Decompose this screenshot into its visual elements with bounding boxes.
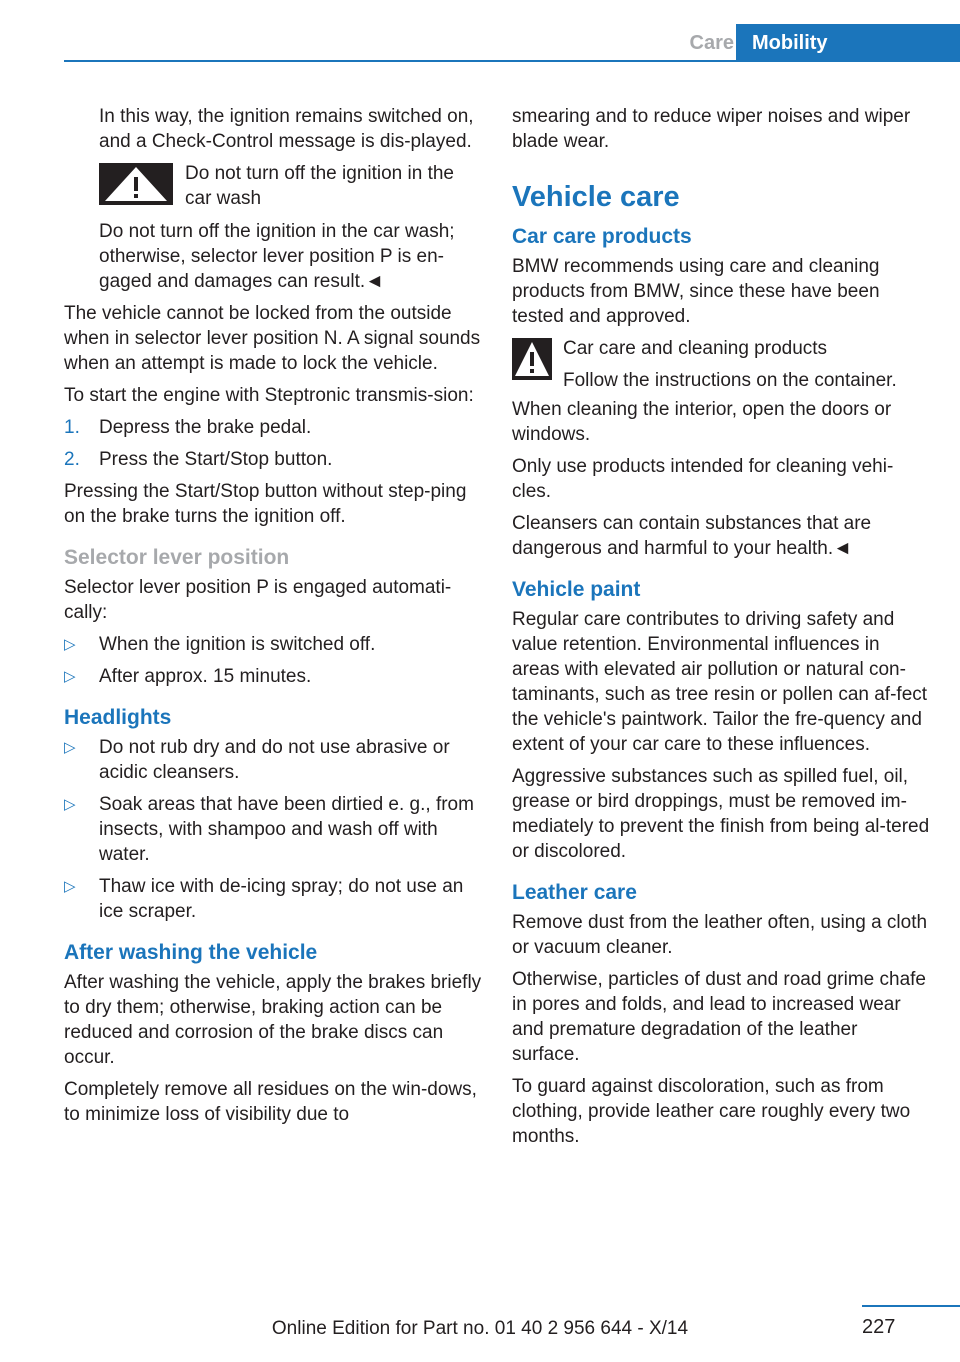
header-chapter-mobility: Mobility bbox=[736, 24, 960, 62]
warning-box bbox=[512, 336, 930, 393]
page-number: 227 bbox=[862, 1316, 896, 1338]
heading-car-care-products: Car care products bbox=[512, 225, 692, 248]
paragraph: After washing the vehicle, apply the brakes briefly to dry them; otherwise, braking action can be reduced and corrosion of the brake discs can occur. bbox=[64, 972, 482, 1068]
step-number: 2. bbox=[64, 449, 80, 470]
step-number: 1. bbox=[64, 417, 80, 438]
paragraph: Remove dust from the leather often, using a cloth or vacuum cleaner. bbox=[512, 912, 928, 958]
paragraph: Aggressive substances such as spilled fuel, oil, grease or bird droppings, must be removed im-mediately to prevent the finish from being al-tered or discolored. bbox=[512, 766, 930, 862]
step-text: Depress the brake pedal. bbox=[99, 417, 312, 438]
heading-vehicle-care: Vehicle care bbox=[512, 181, 680, 213]
list-text: Do not rub dry and do not use abrasive or acidic cleansers. bbox=[99, 737, 450, 783]
list-item bbox=[64, 664, 482, 689]
paragraph: To guard against discoloration, such as from clothing, provide leather care roughly every two months. bbox=[512, 1076, 911, 1147]
triangle-bullet-icon: ▷ bbox=[64, 878, 76, 895]
list-text: When the ignition is switched off. bbox=[99, 634, 376, 655]
paragraph: When cleaning the interior, open the doors or windows. bbox=[512, 399, 892, 445]
paragraph: Otherwise, particles of dust and road grime chafe in pores and folds, and lead to increased wear and premature degradation of the leather surface. bbox=[512, 969, 926, 1065]
heading-headlights: Headlights bbox=[64, 706, 172, 729]
warning-body: Do not turn off the ignition in the car wash; otherwise, selector lever position P is en-gaged and damages can result.◄ bbox=[99, 221, 455, 292]
paragraph: To start the engine with Steptronic transmis-sion: bbox=[64, 385, 474, 406]
paragraph: BMW recommends using care and cleaning products from BMW, since these have been tested and approved. bbox=[512, 256, 880, 327]
list-item bbox=[64, 792, 482, 867]
paragraph: Completely remove all residues on the win-dows, to minimize loss of visibility due to bbox=[64, 1079, 477, 1125]
paragraph: Only use products intended for cleaning vehi-cles. bbox=[512, 456, 894, 502]
list-item bbox=[64, 874, 482, 924]
list-item bbox=[64, 415, 482, 440]
paragraph: The vehicle cannot be locked from the outside when in selector lever position N. A signal sounds when an attempt is made to lock the vehicle. bbox=[64, 303, 481, 374]
heading-vehicle-paint: Vehicle paint bbox=[512, 578, 641, 601]
header-section-care: Care bbox=[689, 32, 734, 54]
page-number-rule bbox=[862, 1305, 960, 1307]
warning-triangle-icon bbox=[512, 338, 552, 380]
paragraph: Pressing the Start/Stop button without step-ping on the brake turns the ignition off. bbox=[64, 481, 467, 527]
list-item bbox=[64, 447, 482, 472]
left-column bbox=[64, 104, 482, 1134]
list-text: Thaw ice with de-icing spray; do not use an ice scraper. bbox=[99, 876, 464, 922]
warning-title: Do not turn off the ignition in the car wash bbox=[185, 163, 454, 209]
triangle-bullet-icon: ▷ bbox=[64, 668, 76, 685]
warning-title: Car care and cleaning products bbox=[563, 338, 828, 359]
triangle-bullet-icon: ▷ bbox=[64, 636, 76, 653]
warning-box bbox=[99, 161, 482, 211]
triangle-bullet-icon: ▷ bbox=[64, 796, 76, 813]
list-item bbox=[64, 632, 482, 657]
heading-leather-care: Leather care bbox=[512, 881, 637, 904]
heading-selector-lever: Selector lever position bbox=[64, 546, 290, 569]
step-text: Press the Start/Stop button. bbox=[99, 449, 333, 470]
triangle-bullet-icon: ▷ bbox=[64, 739, 76, 756]
paragraph: Selector lever position P is engaged automati-cally: bbox=[64, 577, 452, 623]
right-column bbox=[512, 104, 930, 1156]
list-text: After approx. 15 minutes. bbox=[99, 666, 312, 687]
heading-after-washing: After washing the vehicle bbox=[64, 941, 318, 964]
warning-body: Follow the instructions on the container. bbox=[563, 370, 897, 391]
footer-edition: Online Edition for Part no. 01 40 2 956 644 - X/14 bbox=[271, 1318, 689, 1339]
list-text: Soak areas that have been dirtied e. g., from insects, with shampoo and wash off with water. bbox=[99, 794, 474, 865]
paragraph: Regular care contributes to driving safety and value retention. Environmental influences in areas with elevated air pollution or natural con-taminants, such as tree resin or pollen can af-fect the vehicle's paintwork. Tailor the fre-quency and extent of your car care to these influences. bbox=[512, 609, 928, 755]
paragraph: smearing and to reduce wiper noises and wiper blade wear. bbox=[512, 106, 911, 152]
paragraph: In this way, the ignition remains switched on, and a Check-Control message is dis-played. bbox=[99, 106, 474, 152]
list-item bbox=[64, 735, 482, 785]
warning-triangle-icon bbox=[99, 163, 173, 205]
paragraph: Cleansers can contain substances that are dangerous and harmful to your health.◄ bbox=[512, 513, 872, 559]
